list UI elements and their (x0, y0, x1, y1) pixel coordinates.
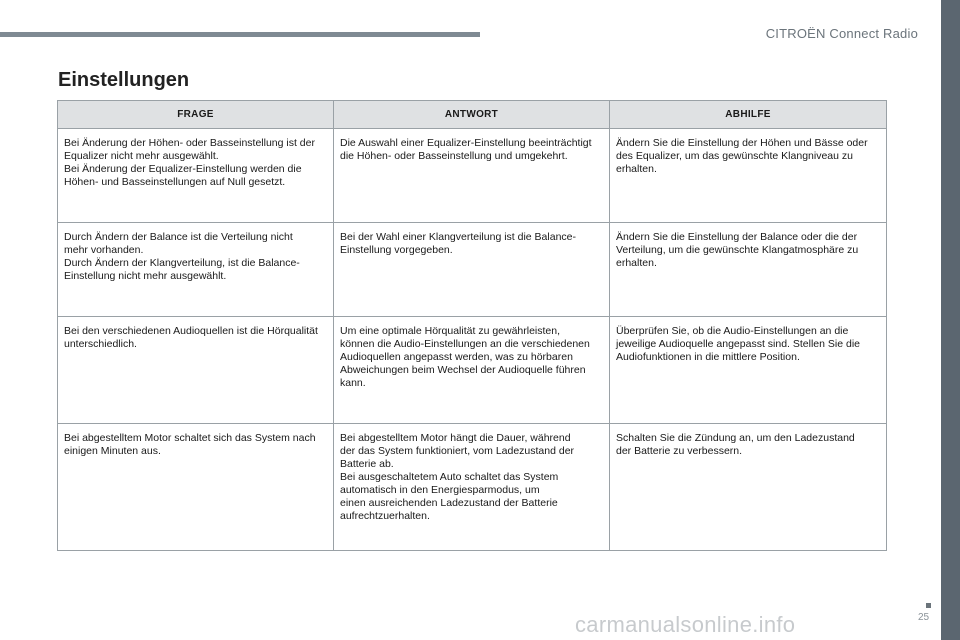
cell-text: Ändern Sie die Einstellung der Balance oder die der Verteilung, um die gewünschte Klangatmosphäre zu erhalten. (616, 231, 859, 269)
troubleshooting-table (57, 100, 887, 551)
cell-text: Bei abgestelltem Motor hängt die Dauer, während der das System funktioniert, vom Ladezustand der Batterie ab. Bei ausgeschaltetem Auto schaltet das System automatisch in den Energiesparmodus, um einen ausreichenden Ladezustand der Batterie aufrechtzuerhalten. (340, 432, 575, 522)
cell-antwort (334, 317, 610, 424)
cell-text: Um eine optimale Hörqualität zu gewährleisten, können die Audio-Einstellungen an die verschiedenen Audioquellen angepasst werden, was zu hörbaren Abweichungen beim Wechsel der Audioquelle führen kann. (340, 325, 590, 389)
cell-text: Schalten Sie die Zündung an, um den Ladezustand der Batterie zu verbessern. (616, 432, 855, 457)
watermark: carmanualsonline.info (575, 612, 796, 637)
cell-abhilfe (610, 223, 887, 317)
cell-frage (58, 317, 334, 424)
brand-label: CITROËN Connect Radio (765, 26, 918, 41)
header-rule (0, 32, 480, 37)
cell-abhilfe (610, 129, 887, 223)
cell-text: Durch Ändern der Balance ist die Verteilung nicht mehr vorhanden. Durch Ändern der Klangverteilung, ist die Balance- Einstellung nicht mehr ausgewählt. (64, 231, 300, 282)
cell-text: Bei den verschiedenen Audioquellen ist die Hörqualität unterschiedlich. (64, 325, 318, 350)
page-title: Einstellungen (58, 69, 190, 92)
page-number: 25 (918, 612, 930, 623)
cell-frage (58, 223, 334, 317)
cell-antwort (334, 223, 610, 317)
cell-frage (58, 424, 334, 551)
table-row (58, 129, 887, 223)
cell-text: Überprüfen Sie, ob die Audio-Einstellungen an die jeweilige Audioquelle angepasst sind. Stellen Sie die Audiofunktionen in die mittlere Position. (616, 325, 861, 363)
cell-text: Die Auswahl einer Equalizer-Einstellung beeinträchtigt die Höhen- oder Basseinstellung und umgekehrt. (340, 137, 592, 162)
column-header-antwort: ANTWORT (334, 101, 610, 129)
column-header-abhilfe: ABHILFE (610, 101, 887, 129)
table-row (58, 317, 887, 424)
side-band (941, 0, 960, 640)
cell-text: Ändern Sie die Einstellung der Höhen und Bässe oder des Equalizer, um das gewünschte Klangniveau zu erhalten. (616, 137, 868, 175)
table-row (58, 223, 887, 317)
table-header-row (58, 101, 887, 129)
table-row (58, 424, 887, 551)
cell-abhilfe (610, 317, 887, 424)
cell-text: Bei abgestelltem Motor schaltet sich das System nach einigen Minuten aus. (64, 432, 316, 457)
column-header-frage: FRAGE (58, 101, 334, 129)
cell-frage (58, 129, 334, 223)
cell-text: Bei der Wahl einer Klangverteilung ist die Balance- Einstellung vorgegeben. (340, 231, 576, 256)
cell-text: Bei Änderung der Höhen- oder Basseinstellung ist der Equalizer nicht mehr ausgewählt. Bei Änderung der Equalizer-Einstellung werden die Höhen- und Basseinstellungen auf Null gesetzt. (64, 137, 315, 188)
cell-abhilfe (610, 424, 887, 551)
cell-antwort (334, 129, 610, 223)
cell-antwort (334, 424, 610, 551)
page-marker (926, 603, 931, 608)
